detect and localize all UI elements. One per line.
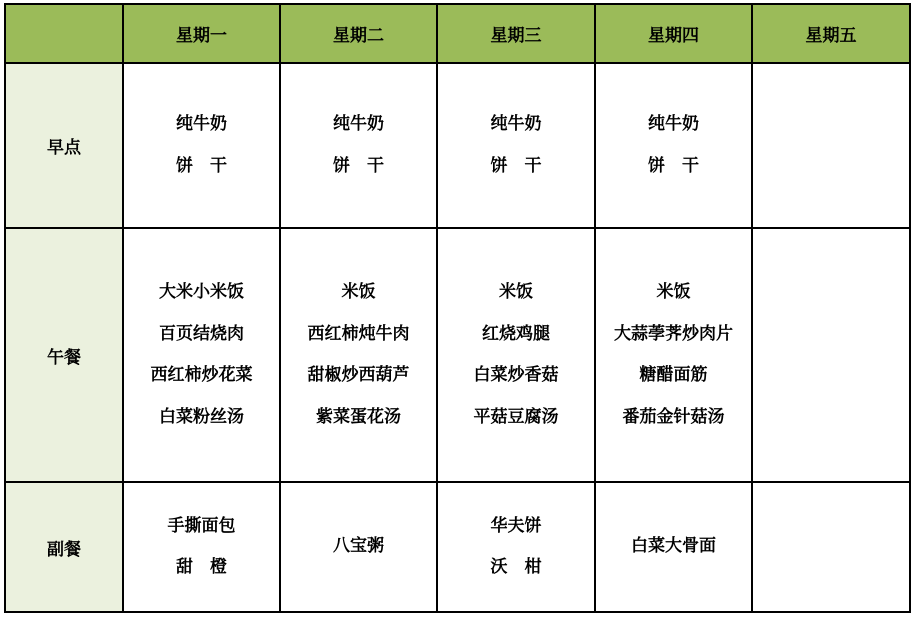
menu-cell-lunch-monday <box>123 228 280 482</box>
menu-cell-lunch-thursday <box>595 228 752 482</box>
dish-item: 甜椒炒西葫芦 <box>307 365 410 385</box>
menu-cell-snack-monday <box>123 482 280 612</box>
dish-item: 饼 干 <box>490 155 542 176</box>
menu-cell-snack-thursday <box>595 482 752 612</box>
menu-cell-snack-friday <box>752 482 910 612</box>
dish-item: 饼 干 <box>333 155 384 176</box>
dish-item: 八宝粥 <box>333 536 384 557</box>
dish-item: 西红柿炖牛肉 <box>307 323 410 344</box>
dish-item: 沃 柑 <box>490 557 542 577</box>
menu-cell-breakfast-tuesday <box>280 63 437 228</box>
dish-item: 红烧鸡腿 <box>482 323 550 344</box>
menu-cell-lunch-tuesday <box>280 228 437 482</box>
dish-item: 大米小米饭 <box>159 282 244 302</box>
meal-label-breakfast: 早点 <box>5 63 123 228</box>
weekly-menu-table <box>4 3 911 613</box>
dish-item: 华夫饼 <box>490 515 542 536</box>
header-row <box>5 4 910 63</box>
dish-item: 白菜大骨面 <box>631 536 716 557</box>
menu-cell-lunch-friday <box>752 228 910 482</box>
menu-cell-breakfast-monday <box>123 63 280 228</box>
meal-row-lunch <box>5 228 910 482</box>
header-day-friday: 星期五 <box>752 4 910 63</box>
dish-item: 番茄金针菇汤 <box>622 406 725 427</box>
dish-item: 米饭 <box>499 282 533 302</box>
menu-cell-lunch-wednesday <box>437 228 595 482</box>
dish-item: 平菇豆腐汤 <box>473 406 559 427</box>
dish-item: 饼 干 <box>176 155 227 176</box>
dish-item: 糖醋面筋 <box>639 365 708 385</box>
dish-item: 米饭 <box>341 282 376 302</box>
meal-label-lunch: 午餐 <box>5 228 123 482</box>
header-day-tuesday: 星期二 <box>280 4 437 63</box>
dish-item: 白菜炒香菇 <box>473 365 559 385</box>
dish-item: 纯牛奶 <box>333 114 384 134</box>
header-day-wednesday: 星期三 <box>437 4 595 63</box>
menu-cell-snack-wednesday <box>437 482 595 612</box>
menu-cell-breakfast-wednesday <box>437 63 595 228</box>
meal-label-snack: 副餐 <box>5 482 123 612</box>
dish-item: 手撕面包 <box>167 515 236 536</box>
dish-item: 纯牛奶 <box>490 114 542 134</box>
menu-cell-breakfast-thursday <box>595 63 752 228</box>
dish-item: 百页结烧肉 <box>159 323 244 344</box>
dish-item: 米饭 <box>656 282 691 302</box>
dish-item: 纯牛奶 <box>176 114 227 134</box>
dish-item: 紫菜蛋花汤 <box>316 406 401 427</box>
header-day-thursday: 星期四 <box>595 4 752 63</box>
meal-row-breakfast <box>5 63 910 228</box>
meal-row-snack <box>5 482 910 612</box>
dish-item: 纯牛奶 <box>648 114 699 134</box>
menu-cell-snack-tuesday <box>280 482 437 612</box>
dish-item: 大蒜荸荠炒肉片 <box>614 323 733 344</box>
dish-item: 饼 干 <box>648 155 699 176</box>
header-day-monday: 星期一 <box>123 4 280 63</box>
menu-cell-breakfast-friday <box>752 63 910 228</box>
header-corner-cell <box>5 4 123 63</box>
dish-item: 甜 橙 <box>176 557 227 577</box>
dish-item: 西红柿炒花菜 <box>150 365 253 385</box>
dish-item: 白菜粉丝汤 <box>159 406 244 427</box>
